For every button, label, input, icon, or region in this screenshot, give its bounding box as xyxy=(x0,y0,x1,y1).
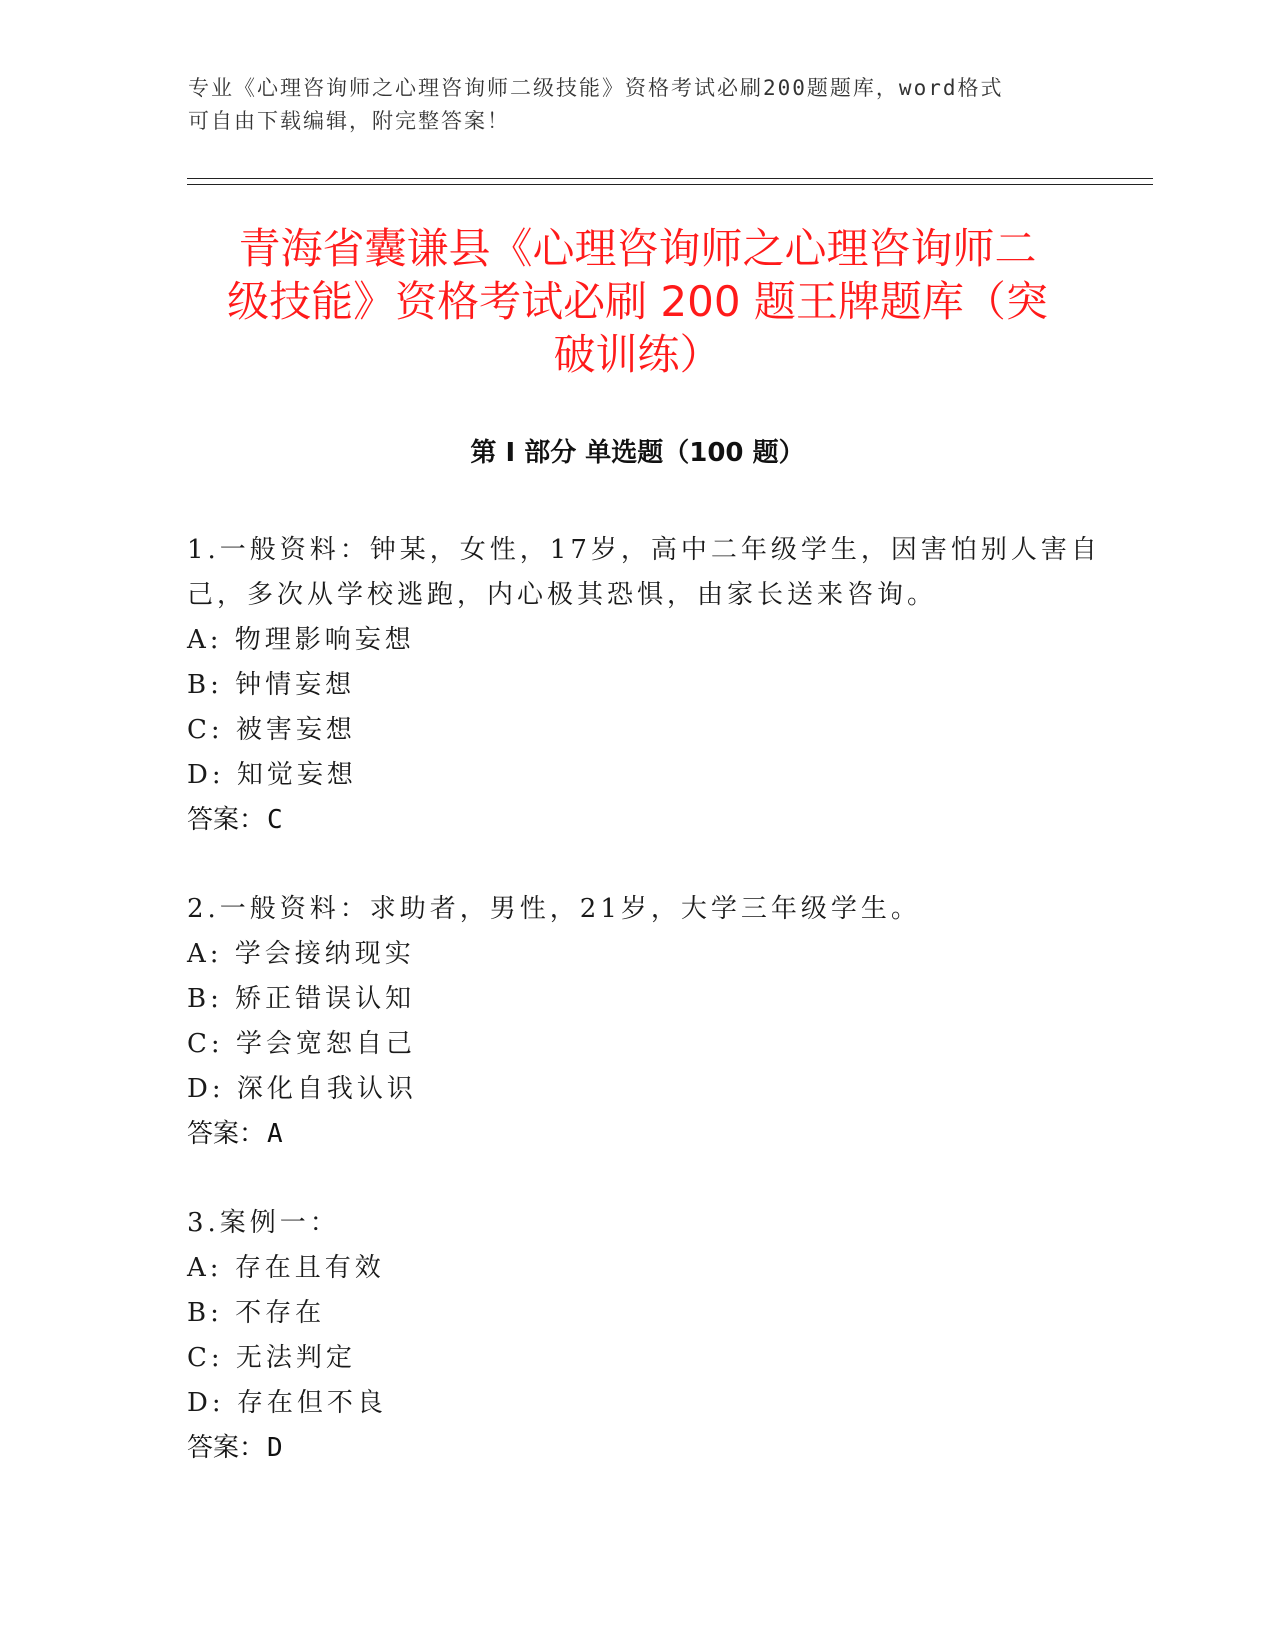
question-2 xyxy=(187,887,1087,1157)
answer-label: 答案： xyxy=(187,1433,266,1463)
question-3 xyxy=(187,1201,1087,1471)
question-text xyxy=(187,1201,1087,1246)
option-a: A: 物理影响妄想 xyxy=(187,625,415,655)
document-title-line: 破训练） xyxy=(553,330,722,379)
question-list xyxy=(187,528,1101,1515)
header-divider xyxy=(187,178,1153,179)
option-d: D: 深化自我认识 xyxy=(187,1074,417,1104)
option-b: B: 矫正错误认知 xyxy=(187,984,416,1014)
option-c: C: 无法判定 xyxy=(187,1343,356,1373)
option-c: C: 被害妄想 xyxy=(187,715,356,745)
question-text-line: 1.一般资料：钟某，女性，17岁，高中二年级学生，因害怕别人害自 xyxy=(187,535,1101,565)
option-c: C: 学会宽恕自己 xyxy=(187,1029,416,1059)
option-d: D: 存在但不良 xyxy=(187,1388,387,1418)
answer-line xyxy=(187,798,1087,843)
question-1 xyxy=(187,528,1101,843)
answer-line xyxy=(187,1426,1087,1471)
header-note xyxy=(188,72,1088,138)
document-title xyxy=(150,222,1125,381)
answer-label: 答案： xyxy=(187,1119,266,1149)
header-divider xyxy=(187,184,1153,185)
answer-value: A xyxy=(267,1119,283,1149)
option-b: B: 不存在 xyxy=(187,1298,326,1328)
answer-line xyxy=(187,1112,1087,1157)
document-title-line: 青海省囊谦县《心理咨询师之心理咨询师二 xyxy=(238,224,1037,273)
option-b: B: 钟情妄想 xyxy=(187,670,356,700)
answer-value: D xyxy=(267,1433,283,1463)
option-d: D: 知觉妄想 xyxy=(187,760,357,790)
section-title: 第 I 部分 单选题（100 题） xyxy=(470,438,805,468)
header-note-line: 专业《心理咨询师之心理咨询师二级技能》资格考试必刷200题题库，word格式 xyxy=(188,76,1004,100)
answer-value: C xyxy=(267,805,283,835)
header-note-line: 可自由下载编辑，附完整答案！ xyxy=(188,109,510,133)
question-text-line: 3.案例一： xyxy=(187,1208,340,1238)
option-a: A: 存在且有效 xyxy=(187,1253,385,1283)
answer-label: 答案： xyxy=(187,805,266,835)
document-title-line: 级技能》资格考试必刷 200 题王牌题库（突 xyxy=(227,277,1048,326)
option-a: A: 学会接纳现实 xyxy=(187,939,415,969)
question-text xyxy=(187,887,1087,932)
question-text xyxy=(187,528,1101,618)
question-text-line: 2.一般资料：求助者，男性，21岁，大学三年级学生。 xyxy=(187,894,921,924)
question-text-line: 己，多次从学校逃跑，内心极其恐惧，由家长送来咨询。 xyxy=(187,580,938,610)
